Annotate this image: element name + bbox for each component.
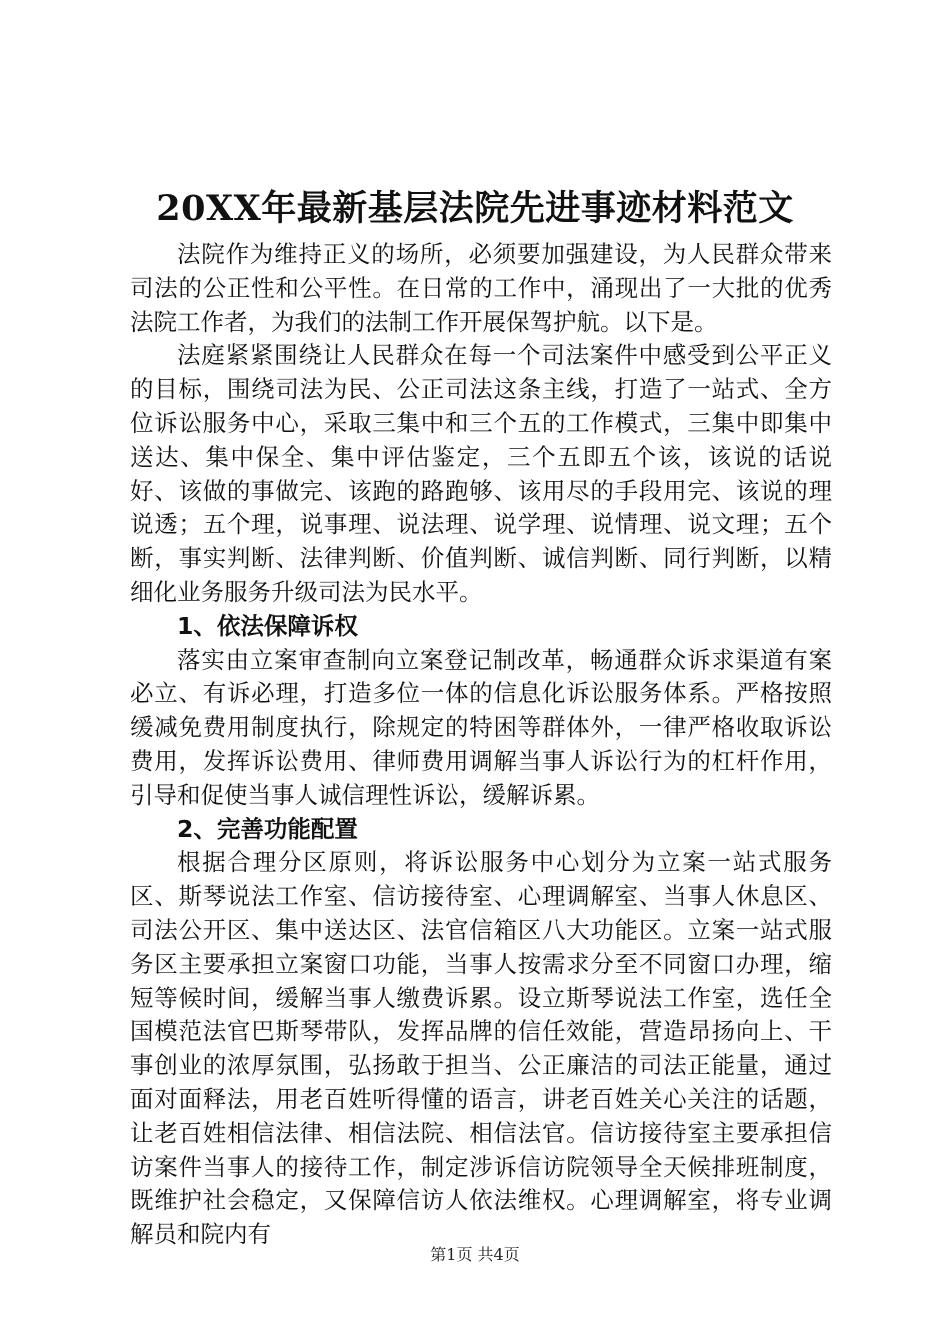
page-number-footer: 第1页 共4页 bbox=[430, 1245, 520, 1264]
section-paragraph-1: 落实由立案审查制向立案登记制改革，畅通群众诉求渠道有案必立、有诉必理，打造多位一体的信息化诉讼服务体系。严格按照缓减免费用制度执行，除规定的特困等群体外，一律严格收取诉讼费用，发挥诉讼费用、律师费用调解当事人诉讼行为的杠杆作用，引导和促使当事人诚信理性诉讼，缓解诉累。 bbox=[130, 645, 832, 809]
document-title: 20XX年最新基层法院先进事迹材料范文 bbox=[156, 188, 794, 229]
overview-paragraph: 法庭紧紧围绕让人民群众在每一个司法案件中感受到公平正义的目标，围绕司法为民、公正司法这条主线，打造了一站式、全方位诉讼服务中心，采取三集中和三个五的工作模式，三集中即集中送达、集中保全、集中评估鉴定，三个五即五个该，该说的话说好、该做的事做完、该跑的路跑够、该用尽的手段用完、该说的理说透；五个理，说事理、说法理、说学理、说情理、说文理；五个断，事实判断、法律判断、价值判断、诚信判断、同行判断，以精细化业务服务升级司法为民水平。 bbox=[130, 341, 832, 606]
document-body bbox=[130, 238, 832, 1252]
section-paragraph-2: 根据合理分区原则，将诉讼服务中心划分为立案一站式服务区、斯琴说法工作室、信访接待室、心理调解室、当事人休息区、司法公开区、集中送达区、法官信箱区八大功能区。立案一站式服务区主要承担立案窗口功能，当事人按需求分至不同窗口办理，缩短等候时间，缓解当事人缴费诉累。设立斯琴说法工作室，选任全国模范法官巴斯琴带队，发挥品牌的信任效能，营造昂扬向上、干事创业的浓厚氛围，弘扬敢于担当、公正廉洁的司法正能量，通过面对面释法，用老百姓听得懂的语言，讲老百姓关心关注的话题，让老百姓相信法律、相信法院、相信法官。信访接待室主要承担信访案件当事人的接待工作，制定涉诉信访院领导全天候排班制度，既维护社会稳定，又保障信访人依法维权。心理调解室，将专业调解员和院内有 bbox=[130, 848, 832, 1249]
section-heading-2: 2、完善功能配置 bbox=[177, 814, 358, 843]
intro-paragraph: 法院作为维持正义的场所，必须要加强建设，为人民群众带来司法的公正性和公平性。在日常的工作中，涌现出了一大批的优秀法院工作者，为我们的法制工作开展保驾护航。以下是。 bbox=[130, 240, 832, 336]
section-heading-1: 1、依法保障诉权 bbox=[177, 611, 358, 640]
